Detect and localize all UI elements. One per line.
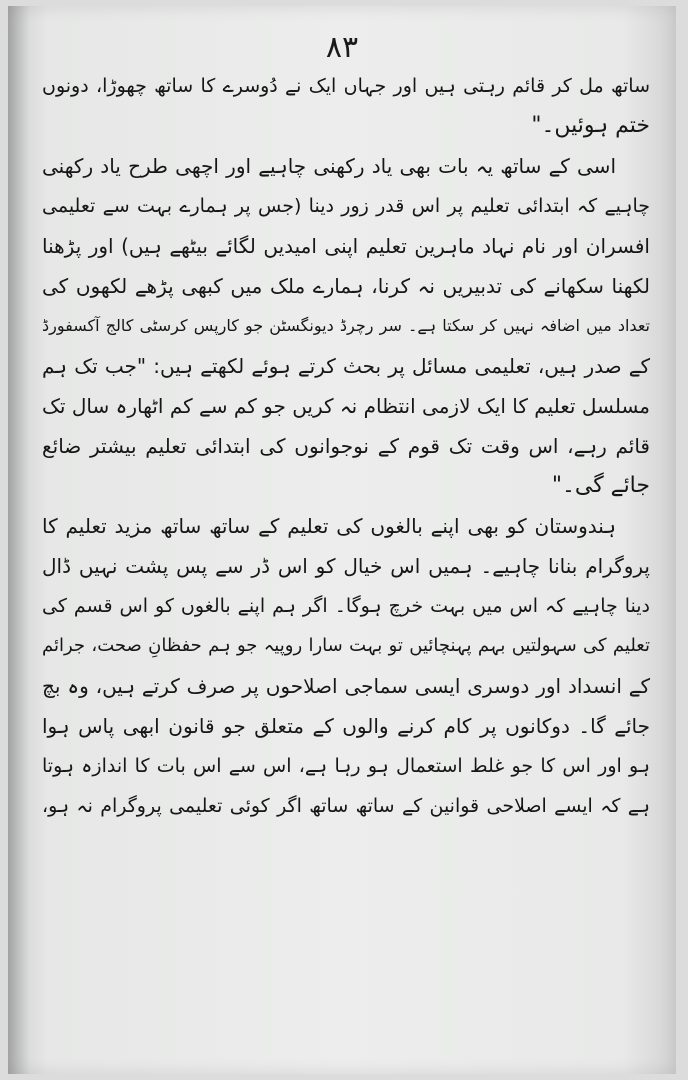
text-line: جائے گی۔" bbox=[551, 473, 650, 498]
text-line: ہو اور اس کا جو غلط استعمال ہو رہا ہے، اس سے اس بات کا اندازہ ہوتا bbox=[42, 755, 650, 777]
text-line: ہندوستان کو بھی اپنے بالغوں کی تعلیم کے ساتھ ساتھ مزید تعلیم کا bbox=[42, 514, 616, 538]
text-line: کے صدر ہیں، تعلیمی مسائل پر بحث کرتے ہوئے لکھتے ہیں: "جب تک ہم bbox=[42, 354, 650, 378]
text-line: تعداد میں اضافہ نہیں کر سکتا ہے۔ سر رچرڈ دیونگسٹن جو کارپس کرسٹی کالج آکسفورڈ bbox=[42, 316, 650, 335]
text-line: لکھنا سکھانے کی تدبیریں نہ کرنا، ہمارے ملک میں کبھی پڑھے لکھوں کی bbox=[42, 274, 650, 298]
text-line: جائے گا۔ دوکانوں پر کام کرنے والوں کے متعلق جو قانون ابھی پاس ہوا bbox=[42, 714, 650, 738]
body-text bbox=[42, 66, 650, 826]
page-number: ۸۳ bbox=[325, 30, 359, 65]
book-page bbox=[8, 6, 676, 1074]
text-line: دینا چاہیے کہ اس میں بہت خرچ ہوگا۔ اگر ہم اپنے بالغوں کو اس قسم کی bbox=[42, 595, 650, 617]
text-line: مسلسل تعلیم کا ایک لازمی انتظام نہ کریں جو کم سے کم اٹھارہ سال تک bbox=[42, 394, 650, 418]
text-line: قائم رہے، اس وقت تک قوم کے نوجوانوں کی ابتدائی تعلیم بیشتر ضائع bbox=[42, 434, 650, 458]
text-line: کے انسداد اور دوسری ایسی سماجی اصلاحوں پر صرف کرتے ہیں، وہ بچ bbox=[42, 674, 650, 698]
text-line: ختم ہوئیں۔" bbox=[531, 113, 650, 138]
page-gutter-shadow bbox=[8, 6, 30, 1074]
text-line: ساتھ مل کر قائم رہتی ہیں اور جہاں ایک نے دُوسرے کا ساتھ چھوڑا، دونوں bbox=[42, 75, 650, 97]
text-line: ہے کہ ایسے اصلاحی قوانین کے ساتھ ساتھ اگر کوئی تعلیمی پروگرام نہ ہو، bbox=[42, 795, 650, 817]
text-line: پروگرام بنانا چاہیے۔ ہمیں اس خیال کو اس ڈر سے پس پشت نہیں ڈال bbox=[42, 554, 650, 578]
text-line: تعلیم کی سہولتیں بہم پہنچائیں تو بہت سارا روپیہ جو ہم حفظانِ صحت، جرائم bbox=[42, 635, 650, 656]
text-line: اسی کے ساتھ یہ بات بھی یاد رکھنی چاہیے اور اچھی طرح یاد رکھنی bbox=[42, 154, 616, 178]
text-line: چاہیے کہ ابتدائی تعلیم پر اس قدر زور دینا (جس پر ہمارے بہت سے تعلیمی bbox=[42, 195, 650, 217]
text-line: افسران اور نام نہاد ماہرین تعلیم اپنی امیدیں لگائے بیٹھے ہیں) اور پڑھنا bbox=[42, 234, 650, 258]
